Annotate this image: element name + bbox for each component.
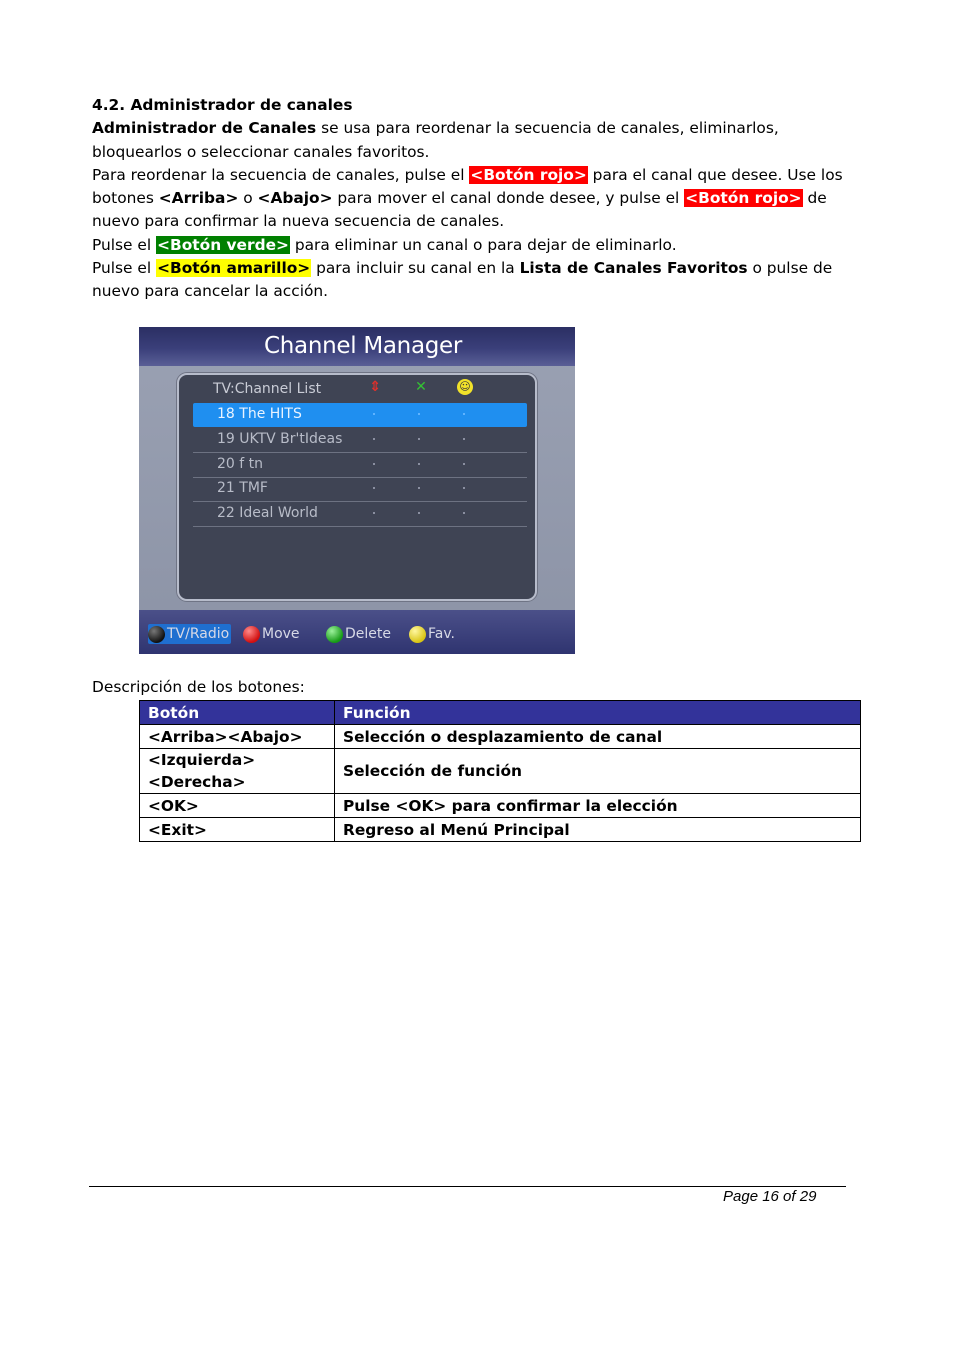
green-button-highlight: <Botón verde> — [157, 235, 289, 254]
updown-arrow-icon: ⇕ — [369, 379, 381, 395]
table-cell: <OK> — [140, 794, 335, 818]
yellow-ball-icon — [409, 626, 426, 643]
dot — [373, 463, 375, 465]
text-run: para mover el canal donde desee, y pulse el — [332, 189, 685, 208]
red-button-highlight: <Botón rojo> — [470, 165, 587, 184]
black-ball-icon — [148, 626, 165, 643]
channel-name: 19 UKTV Br'tIdeas — [217, 431, 343, 447]
tv-radio-button[interactable] — [148, 624, 231, 644]
paragraph-intro — [92, 117, 862, 164]
text-run: para eliminar un canal o para dejar de eliminarlo. — [289, 235, 677, 254]
channel-name: 22 Ideal World — [217, 505, 318, 521]
text-run: se usa para reordenar la secuencia de canales, eliminarlos, bloquearlos o seleccionar canales favoritos. — [92, 119, 779, 161]
dot — [373, 487, 375, 489]
table-header-cell: Función — [335, 701, 861, 725]
yellow-button-highlight: <Botón amarillo> — [157, 259, 311, 278]
table-cell: Regreso al Menú Principal — [335, 818, 861, 842]
button-function-table — [139, 700, 861, 842]
bold-term: Administrador de Canales — [92, 119, 317, 138]
table-cell: Selección o desplazamiento de canal — [335, 725, 861, 749]
dot — [373, 438, 375, 440]
channel-list-header: TV:Channel List — [213, 381, 322, 397]
table-cell: Selección de función — [335, 749, 861, 794]
tv-footer-bar — [139, 610, 575, 654]
table-header-row — [140, 701, 861, 725]
text-run: Pulse el — [92, 259, 157, 278]
delete-button[interactable] — [326, 624, 391, 644]
text-run: Para reordenar la secuencia de canales, pulse el — [92, 165, 470, 184]
table-row — [140, 818, 861, 842]
channel-name: 18 The HITS — [217, 406, 302, 422]
dot — [463, 487, 465, 489]
dot — [418, 413, 420, 415]
table-cell: <Exit> — [140, 818, 335, 842]
dot — [418, 438, 420, 440]
text-run: para incluir su canal en la — [311, 259, 520, 278]
dot — [463, 413, 465, 415]
move-button[interactable] — [243, 624, 300, 644]
page-number: Page 16 of 29 — [723, 1188, 817, 1205]
text-run: para el canal que desee. Use los botones — [92, 165, 843, 208]
footer-button-label: Fav. — [428, 626, 455, 642]
dot — [418, 512, 420, 514]
green-ball-icon — [326, 626, 343, 643]
tv-title: Channel Manager — [264, 333, 463, 359]
channel-name: 20 f tn — [217, 456, 264, 472]
red-ball-icon — [243, 626, 260, 643]
dot — [418, 487, 420, 489]
channel-list-panel — [177, 373, 537, 601]
dot — [463, 463, 465, 465]
footer-divider — [89, 1186, 846, 1187]
table-row — [140, 749, 861, 794]
dot — [418, 463, 420, 465]
key-abajo: <Abajo> — [257, 189, 333, 208]
tv-header-bar — [139, 327, 575, 366]
table-cell: Pulse <OK> para confirmar la elección — [335, 794, 861, 818]
text-run: o — [238, 189, 258, 208]
text-run: de nuevo para confirmar la nueva secuencia de canales. — [92, 189, 827, 231]
footer-button-label: TV/Radio — [167, 626, 230, 642]
body-text — [92, 94, 862, 304]
dot — [373, 413, 375, 415]
channel-name: 21 TMF — [217, 480, 268, 496]
channel-row[interactable] — [193, 428, 527, 453]
table-row — [140, 794, 861, 818]
dot — [463, 512, 465, 514]
channel-row[interactable] — [193, 477, 527, 502]
footer-button-label: Delete — [345, 626, 391, 642]
paragraph-reorder — [92, 164, 862, 234]
section-heading: 4.2. Administrador de canales — [92, 96, 353, 114]
table-row — [140, 725, 861, 749]
channel-manager-screenshot — [139, 327, 575, 654]
table-cell: <Izquierda><Derecha> — [140, 749, 335, 794]
fav-button[interactable] — [409, 624, 455, 644]
table-cell: <Arriba><Abajo> — [140, 725, 335, 749]
x-delete-icon: ✕ — [415, 379, 427, 395]
table-caption: Descripción de los botones: — [92, 678, 305, 696]
dot — [463, 438, 465, 440]
table-header-cell: Botón — [140, 701, 335, 725]
favorites-list-term: Lista de Canales Favoritos — [519, 259, 748, 278]
text-run: Pulse el — [92, 235, 157, 254]
smiley-favorite-icon: ☺ — [457, 379, 473, 395]
text-run: o pulse de nuevo para cancelar la acción. — [92, 259, 833, 301]
dot — [373, 512, 375, 514]
red-button-highlight: <Botón rojo> — [685, 189, 802, 208]
paragraph-favorites — [92, 257, 862, 304]
key-arriba: <Arriba> — [158, 189, 239, 208]
channel-row-selected[interactable] — [193, 403, 527, 427]
paragraph-delete — [92, 234, 862, 257]
footer-button-label: Move — [262, 626, 300, 642]
channel-row[interactable] — [193, 453, 527, 478]
channel-row[interactable] — [193, 502, 527, 527]
